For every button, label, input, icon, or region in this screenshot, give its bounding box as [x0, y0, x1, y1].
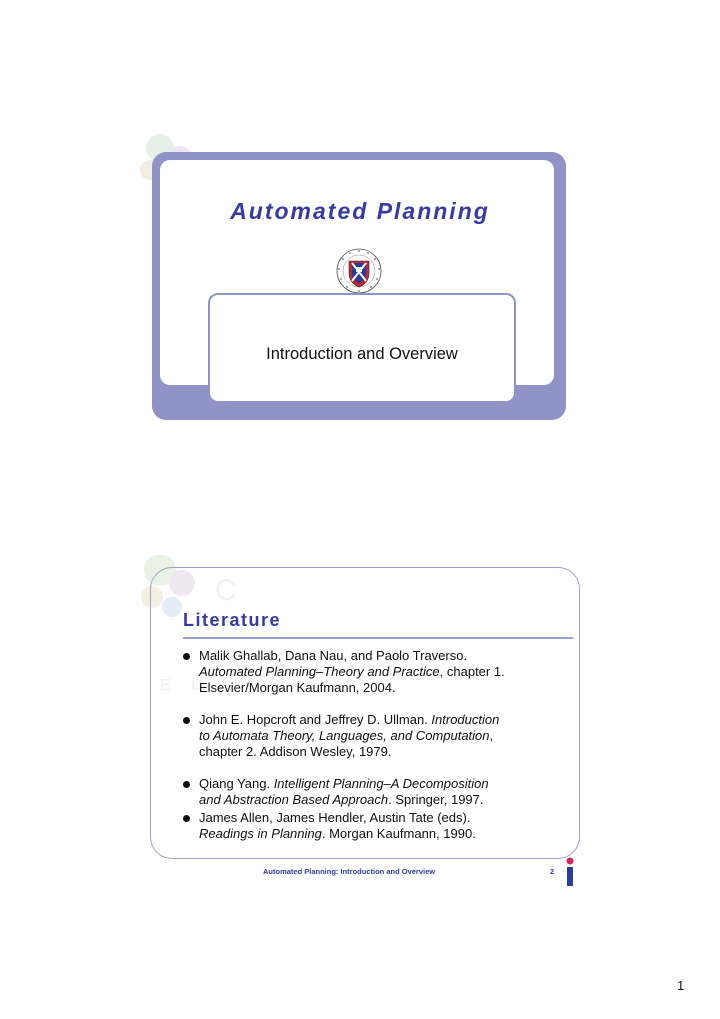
citation-text: Introduction [431, 712, 500, 727]
literature-item-line [199, 776, 563, 792]
citation-text: and Abstraction Based Approach [199, 792, 389, 807]
slide-1 [140, 130, 570, 425]
literature-item [183, 712, 563, 760]
literature-item [183, 810, 563, 842]
slide-heading: Literature [183, 610, 282, 630]
citation-text: James Allen, James Hendler, Austin Tate (eds). [199, 810, 471, 825]
citation-text: Automated Planning–Theory and Practice [199, 664, 440, 679]
literature-item-line [199, 792, 563, 808]
university-crest-icon [335, 247, 383, 295]
literature-item-line [199, 648, 563, 664]
citation-text: , [489, 728, 494, 743]
literature-item-line [199, 680, 563, 696]
literature-item-line [199, 810, 563, 826]
slide-subtitle: Introduction and Overview [266, 345, 458, 363]
slide-footer: Automated Planning: Introduction and Overview [263, 867, 436, 876]
slide-title: Automated Planning [230, 198, 490, 224]
citation-text: . Springer, 1997. [388, 792, 484, 807]
literature-item-line [199, 744, 563, 760]
bullet-icon [183, 653, 190, 660]
bullet-icon [183, 781, 190, 788]
slide-2 [140, 555, 585, 890]
citation-text: John E. Hopcroft and Jeffrey D. Ullman. [199, 712, 432, 727]
citation-text: , chapter 1. [439, 664, 505, 679]
citation-text: Readings in Planning [199, 826, 322, 841]
page-number: 1 [677, 978, 685, 993]
bullet-icon [183, 815, 190, 822]
citation-text: to Automata Theory, Languages, and Computation [199, 728, 490, 743]
citation-text: Elsevier/Morgan Kaufmann, 2004. [199, 680, 396, 695]
informatics-logo-icon [565, 857, 575, 887]
literature-item [183, 776, 563, 808]
slide-number: 2 [550, 867, 555, 876]
literature-item-line [199, 712, 563, 728]
bullet-icon [183, 717, 190, 724]
svg-text:C: C [215, 574, 237, 607]
literature-item [183, 648, 563, 696]
subtitle-box [208, 293, 516, 403]
citation-text: Qiang Yang. [199, 776, 274, 791]
citation-text: chapter 2. Addison Wesley, 1979. [199, 744, 392, 759]
heading-rule [183, 637, 573, 639]
literature-item-line [199, 664, 563, 680]
svg-text:E D: E D [160, 677, 211, 694]
literature-item-line [199, 826, 563, 842]
literature-list [183, 648, 563, 842]
citation-text: . Morgan Kaufmann, 1990. [321, 826, 476, 841]
citation-text: Intelligent Planning–A Decomposition [273, 776, 489, 791]
literature-item-line [199, 728, 563, 744]
citation-text: Malik Ghallab, Dana Nau, and Paolo Traverso. [199, 648, 468, 663]
